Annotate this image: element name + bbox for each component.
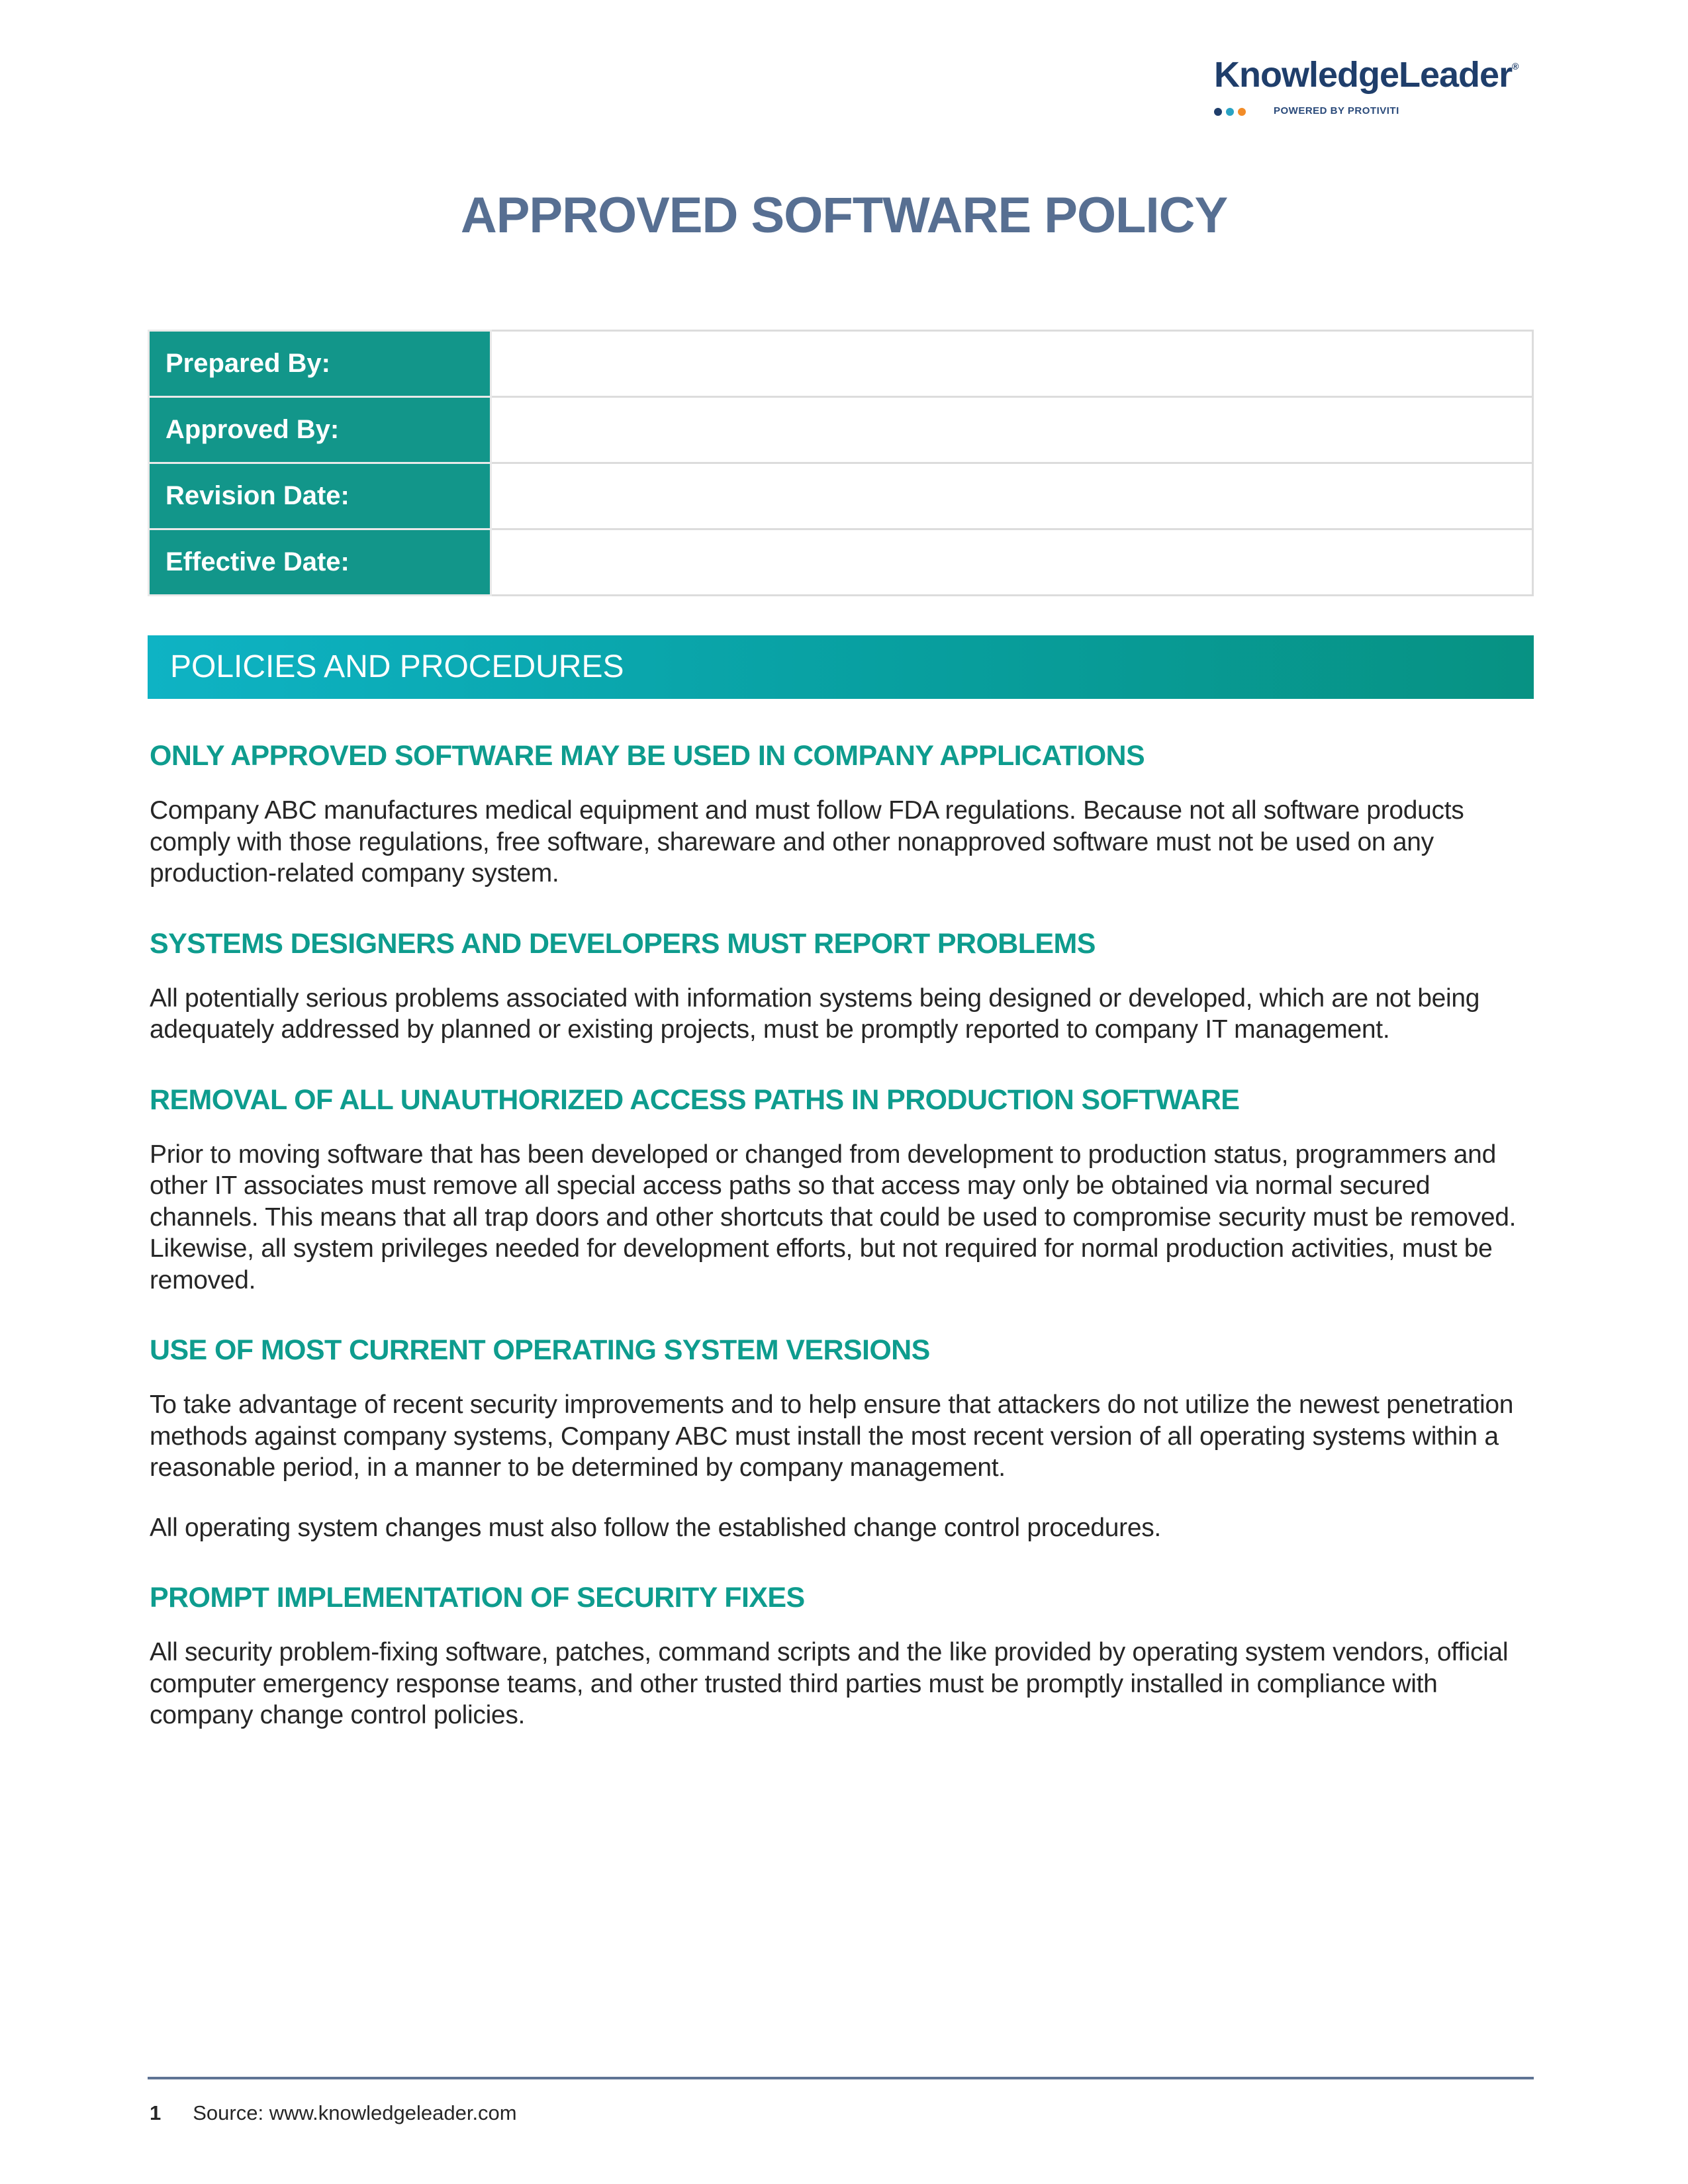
section-heading: SYSTEMS DESIGNERS AND DEVELOPERS MUST REPORT PROBLEMS (150, 927, 1096, 960)
document-title: APPROVED SOFTWARE POLICY (460, 187, 1228, 244)
page-number: 1 (150, 2101, 162, 2124)
revision-date-value (491, 463, 1533, 529)
effective-date-label: Effective Date: (149, 529, 491, 596)
section-paragraph: Prior to moving software that has been developed or changed from development to production status, programmers and other IT associates must remove all special access paths so that access may only be obtained via normal secured channels. This means that all trap doors and other shortcuts that could be used to compromise security must be removed. Likewise, all system privileges needed for development efforts, but not required for normal production activities, must be removed. (150, 1140, 1517, 1295)
section-banner (148, 635, 1534, 699)
section-heading: ONLY APPROVED SOFTWARE MAY BE USED IN COMPANY APPLICATIONS (150, 740, 1145, 772)
logo-dot-icon (1214, 108, 1222, 116)
logo-wordmark: KnowledgeLeader (1214, 55, 1513, 95)
policy-section (150, 1080, 1540, 1297)
table-row (149, 463, 1533, 529)
table-row (149, 529, 1533, 596)
registered-mark-icon: ® (1512, 61, 1519, 71)
banner-title: POLICIES AND PROCEDURES (170, 649, 624, 684)
section-heading: PROMPT IMPLEMENTATION OF SECURITY FIXES (150, 1582, 805, 1614)
logo-tagline: POWERED BY PROTIVITI (1274, 105, 1399, 116)
source-note: Source: www.knowledgeleader.com (193, 2101, 517, 2124)
logo-dot-icon (1226, 108, 1234, 116)
policy-section (150, 736, 1540, 889)
section-paragraph: All operating system changes must also follow the established change control procedures. (150, 1513, 1161, 1542)
approved-by-label: Approved By: (149, 397, 491, 463)
section-paragraph: Company ABC manufactures medical equipment and must follow FDA regulations. Because not all software products comply with those regulations, free software, shareware and other nonapproved software must not be used on any production-related company system. (150, 796, 1464, 887)
effective-date-value (491, 529, 1533, 596)
revision-date-label: Revision Date: (149, 463, 491, 529)
logo-tagline-row (1214, 102, 1532, 122)
policy-body (150, 736, 1540, 1731)
section-paragraph: All security problem-fixing software, patches, command scripts and the like provided by operating system vendors, official computer emergency response teams, and other trusted third parties must be promptly installed in compliance with company change control policies. (150, 1638, 1509, 1729)
knowledgeleader-logo (1214, 54, 1532, 127)
policy-section (150, 1578, 1540, 1731)
policy-section (150, 924, 1540, 1046)
table-row (149, 397, 1533, 463)
section-paragraph: To take advantage of recent security improvements and to help ensure that attackers do not utilize the newest penetration methods against company systems, Company ABC must install the most recent version of all operating systems within a reasonable period, in a manner to be determined by company management. (150, 1390, 1514, 1482)
page-footer (150, 2101, 517, 2125)
document-info-table (148, 330, 1534, 596)
approved-by-value (491, 397, 1533, 463)
prepared-by-label: Prepared By: (149, 331, 491, 397)
footer-divider (148, 2077, 1534, 2079)
logo-dot-icon (1238, 108, 1246, 116)
section-heading: USE OF MOST CURRENT OPERATING SYSTEM VERSIONS (150, 1334, 930, 1366)
policy-section (150, 1330, 1540, 1543)
prepared-by-value (491, 331, 1533, 397)
section-heading: REMOVAL OF ALL UNAUTHORIZED ACCESS PATHS IN PRODUCTION SOFTWARE (150, 1083, 1240, 1116)
table-row (149, 331, 1533, 397)
section-paragraph: All potentially serious problems associated with information systems being designed or developed, which are not being adequately addressed by planned or existing projects, must be promptly reported to company IT management. (150, 983, 1480, 1044)
